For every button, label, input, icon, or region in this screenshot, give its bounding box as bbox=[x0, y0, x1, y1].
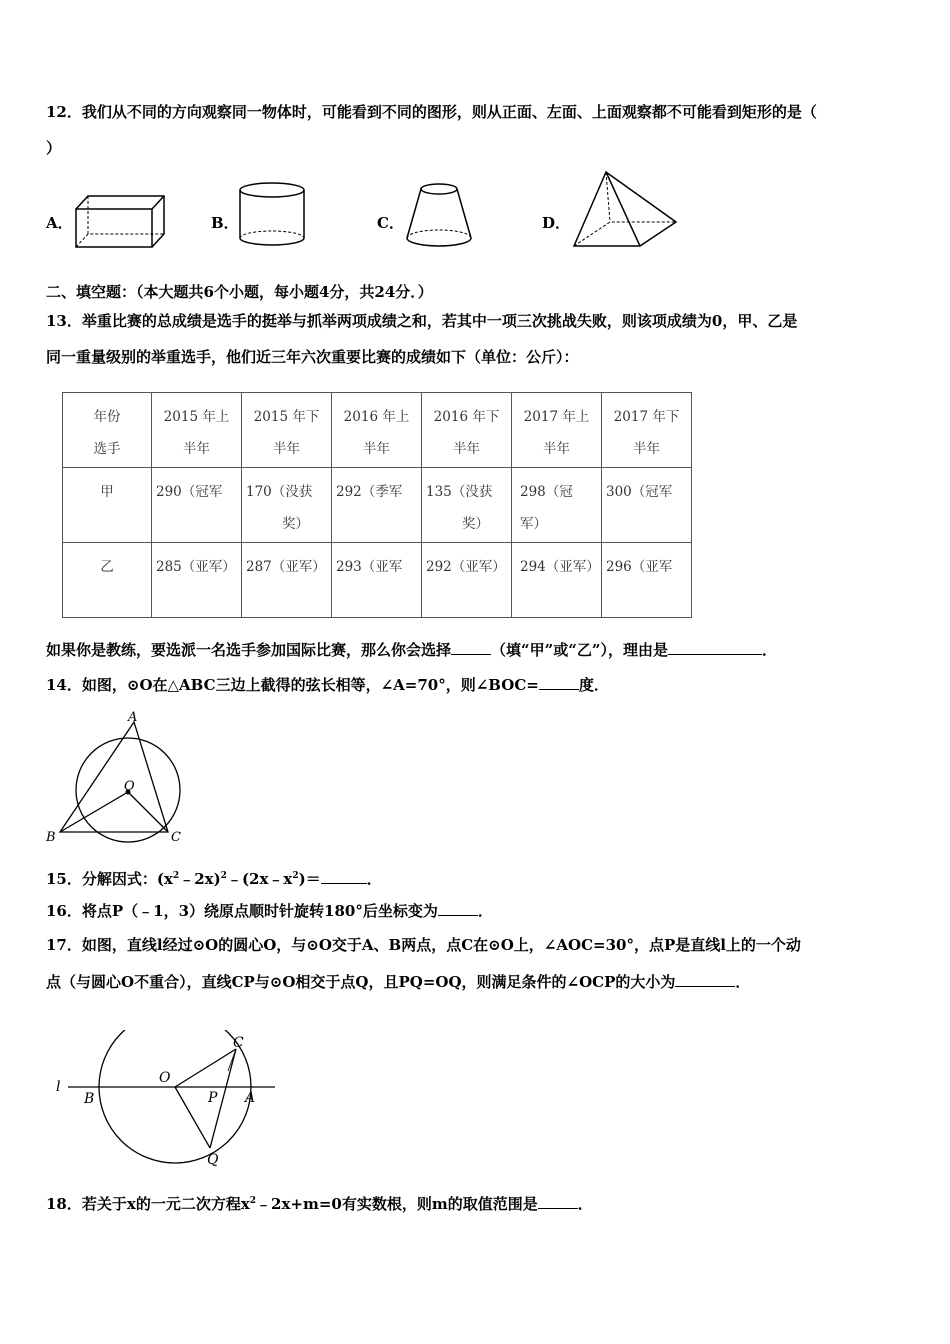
table-header-cell: 2016 年上 半年 bbox=[332, 393, 422, 468]
q12-option-b-label: B． bbox=[211, 214, 239, 232]
table-corner-cell: 年份 选手 bbox=[63, 393, 152, 468]
answer-blank[interactable] bbox=[668, 640, 762, 655]
table-header-cell: 2017 年下 半年 bbox=[602, 393, 692, 468]
q13-question: 如果你是教练，要选派一名选手参加国际比赛，那么你会选择 （填“甲”或“乙”），理由是 ． bbox=[46, 641, 778, 659]
table-cell: 300（冠军 bbox=[602, 468, 692, 543]
q14-triangle-circle-figure bbox=[42, 708, 187, 848]
pyramid-figure bbox=[570, 170, 680, 250]
answer-blank[interactable] bbox=[539, 675, 579, 690]
q13-line1: 13．举重比赛的总成绩是选手的挺举与抓举两项成绩之和，若其中一项三次挑战失败，则该项成绩为0，甲、乙是 bbox=[46, 312, 798, 330]
answer-blank[interactable] bbox=[538, 1194, 578, 1209]
q12-line2: ） bbox=[46, 139, 62, 157]
q17-circle-line-figure bbox=[50, 1030, 285, 1170]
table-cell: 290（冠军 bbox=[152, 468, 242, 543]
label-o: O bbox=[124, 779, 135, 794]
label-c: C bbox=[171, 830, 181, 845]
label-a: A bbox=[128, 710, 138, 725]
q17-line1: 17．如图，直线l经过⊙O的圆心O，与⊙O交于A、B两点，点C在⊙O上，∠AOC=30°，点P是直线l上的一个动 bbox=[46, 936, 801, 954]
table-cell: 292（亚军） bbox=[422, 543, 512, 618]
table-cell: 135（没获 奖） bbox=[422, 468, 512, 543]
table-row-label: 乙 bbox=[63, 543, 152, 618]
answer-blank[interactable] bbox=[675, 972, 735, 987]
label-a: A bbox=[245, 1090, 256, 1106]
table-cell: 285（亚军） bbox=[152, 543, 242, 618]
answer-blank[interactable] bbox=[451, 640, 491, 655]
section-2-heading: 二、填空题：（本大题共6个小题，每小题4分，共24分．） bbox=[46, 283, 433, 301]
cuboid-figure bbox=[74, 193, 166, 251]
scores-table bbox=[62, 392, 692, 618]
label-l: l bbox=[56, 1079, 61, 1095]
q15-text: 15．分解因式：$(x^2﹣2x)^2﹣(2x﹣x^2)=$ ． bbox=[46, 870, 382, 888]
q16-text: 16．将点P（﹣1，3）绕原点顺时针旋转180°后坐标变为 ． bbox=[46, 902, 493, 920]
table-row-yi bbox=[63, 543, 692, 618]
table-cell: 293（亚军 bbox=[332, 543, 422, 618]
cylinder-figure bbox=[236, 180, 308, 250]
table-cell: 287（亚军） bbox=[242, 543, 332, 618]
label-p: P bbox=[208, 1090, 218, 1106]
q12-option-c-label: C． bbox=[377, 214, 404, 232]
q12-option-a-label: A． bbox=[46, 214, 73, 232]
label-o: O bbox=[159, 1070, 171, 1086]
q18-text: 18．若关于x的一元二次方程$x^2﹣2x+m=0$有实数根，则m的取值范围是 ． bbox=[46, 1195, 593, 1213]
answer-blank[interactable] bbox=[321, 869, 367, 884]
answer-blank[interactable] bbox=[438, 901, 478, 916]
table-header-cell: 2015 年上 半年 bbox=[152, 393, 242, 468]
label-c: C bbox=[233, 1035, 244, 1051]
table-cell: 170（没获 奖） bbox=[242, 468, 332, 543]
table-cell: 292（季军 bbox=[332, 468, 422, 543]
q12-option-d-label: D． bbox=[542, 214, 571, 232]
frustum-figure bbox=[403, 180, 475, 250]
q14-text: 14．如图，⊙O在△ABC三边上截得的弦长相等，∠A=70°，则∠BOC= 度． bbox=[46, 676, 609, 694]
label-q: Q bbox=[207, 1152, 219, 1168]
label-b: B bbox=[84, 1091, 95, 1107]
table-header-cell: 2016 年下 半年 bbox=[422, 393, 512, 468]
table-cell: 294（亚军） bbox=[512, 543, 602, 618]
q12-line1: 12．我们从不同的方向观察同一物体时，可能看到不同的图形，则从正面、左面、上面观察都不可能看到矩形的是（ bbox=[46, 103, 817, 121]
table-cell: 296（亚军 bbox=[602, 543, 692, 618]
table-header-cell: 2015 年下 半年 bbox=[242, 393, 332, 468]
table-row-label: 甲 bbox=[63, 468, 152, 543]
q13-line2: 同一重量级别的举重选手，他们近三年六次重要比赛的成绩如下（单位：公斤）： bbox=[46, 348, 579, 366]
table-header-row bbox=[63, 393, 692, 468]
table-cell: 298（冠军） bbox=[512, 468, 602, 543]
table-header-cell: 2017 年上 半年 bbox=[512, 393, 602, 468]
label-b: B bbox=[46, 830, 56, 845]
q17-line2: 点（与圆心O不重合），直线CP与⊙O相交于点Q，且PQ=OQ，则满足条件的∠OCP的大小为 ． bbox=[46, 973, 751, 991]
table-row-jia bbox=[63, 468, 692, 543]
